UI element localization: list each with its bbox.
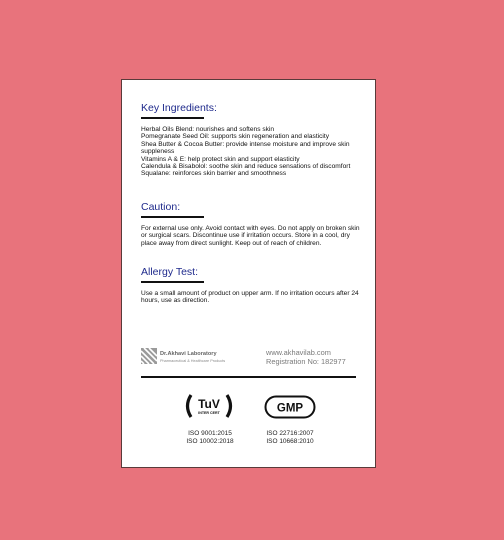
tuv-logo-subtext: INTER CERT [198, 411, 220, 415]
ingredient-line: Calendula & Bisabolol: soothe skin and reduce sensations of discomfort [141, 163, 351, 171]
website-text: www.akhavilab.com [266, 348, 331, 357]
gmp-iso-numbers [260, 430, 320, 445]
caution-heading: Caution: [141, 201, 181, 213]
tuv-logo-icon [182, 392, 236, 420]
ingredient-line: Shea Butter & Cocoa Butter: provide intense moisture and improve skin suppleness [141, 140, 350, 156]
allergy-heading: Allergy Test: [141, 266, 198, 278]
section-divider [141, 376, 356, 378]
caution-underline [141, 216, 204, 218]
gmp-logo-text: GMP [276, 402, 304, 415]
ingredients-list [141, 126, 361, 178]
allergy-text: Use a small amount of product on upper arm. If no irritation occurs after 24 hours, use as direction. [141, 290, 359, 305]
brand-subtitle: Pharmaceutical & Healthcare Products [160, 359, 226, 363]
tuv-iso-line: ISO 10002:2018 [186, 437, 234, 445]
gmp-iso-line: ISO 10668:2010 [266, 437, 314, 445]
tuv-logo-text: TuV [198, 397, 220, 411]
tuv-iso-line: ISO 9001:2015 [188, 430, 232, 437]
product-label [121, 79, 376, 468]
caution-text: For external use only. Avoid contact with eyes. Do not apply on broken skin or surgical scars. Discontinue use if irritation occurs. Store in a cool, dry place away from direct sunlight. Keep out of reach of children. [141, 225, 360, 247]
contact-info [266, 348, 346, 366]
allergy-underline [141, 281, 204, 283]
ingredient-line: Squalane: reinforces skin barrier and smoothness [141, 170, 287, 178]
gmp-logo-icon [264, 395, 316, 419]
ingredient-line: Pomegranate Seed Oil: supports skin regeneration and elasticity [141, 133, 330, 141]
brand-name: Dr.Akhavi Laboratory [160, 351, 217, 357]
ingredients-underline [141, 117, 204, 119]
ingredient-line: Vitamins A & E: help protect skin and support elasticity [141, 155, 300, 163]
stripe-logo-icon [141, 348, 157, 364]
tuv-iso-numbers [180, 430, 240, 445]
registration-number: Registration No: 182977 [266, 357, 346, 366]
gmp-iso-line: ISO 22716:2007 [266, 430, 314, 437]
ingredients-heading: Key Ingredients: [141, 102, 217, 114]
ingredient-line: Herbal Oils Blend: nourishes and softens skin [141, 126, 275, 133]
